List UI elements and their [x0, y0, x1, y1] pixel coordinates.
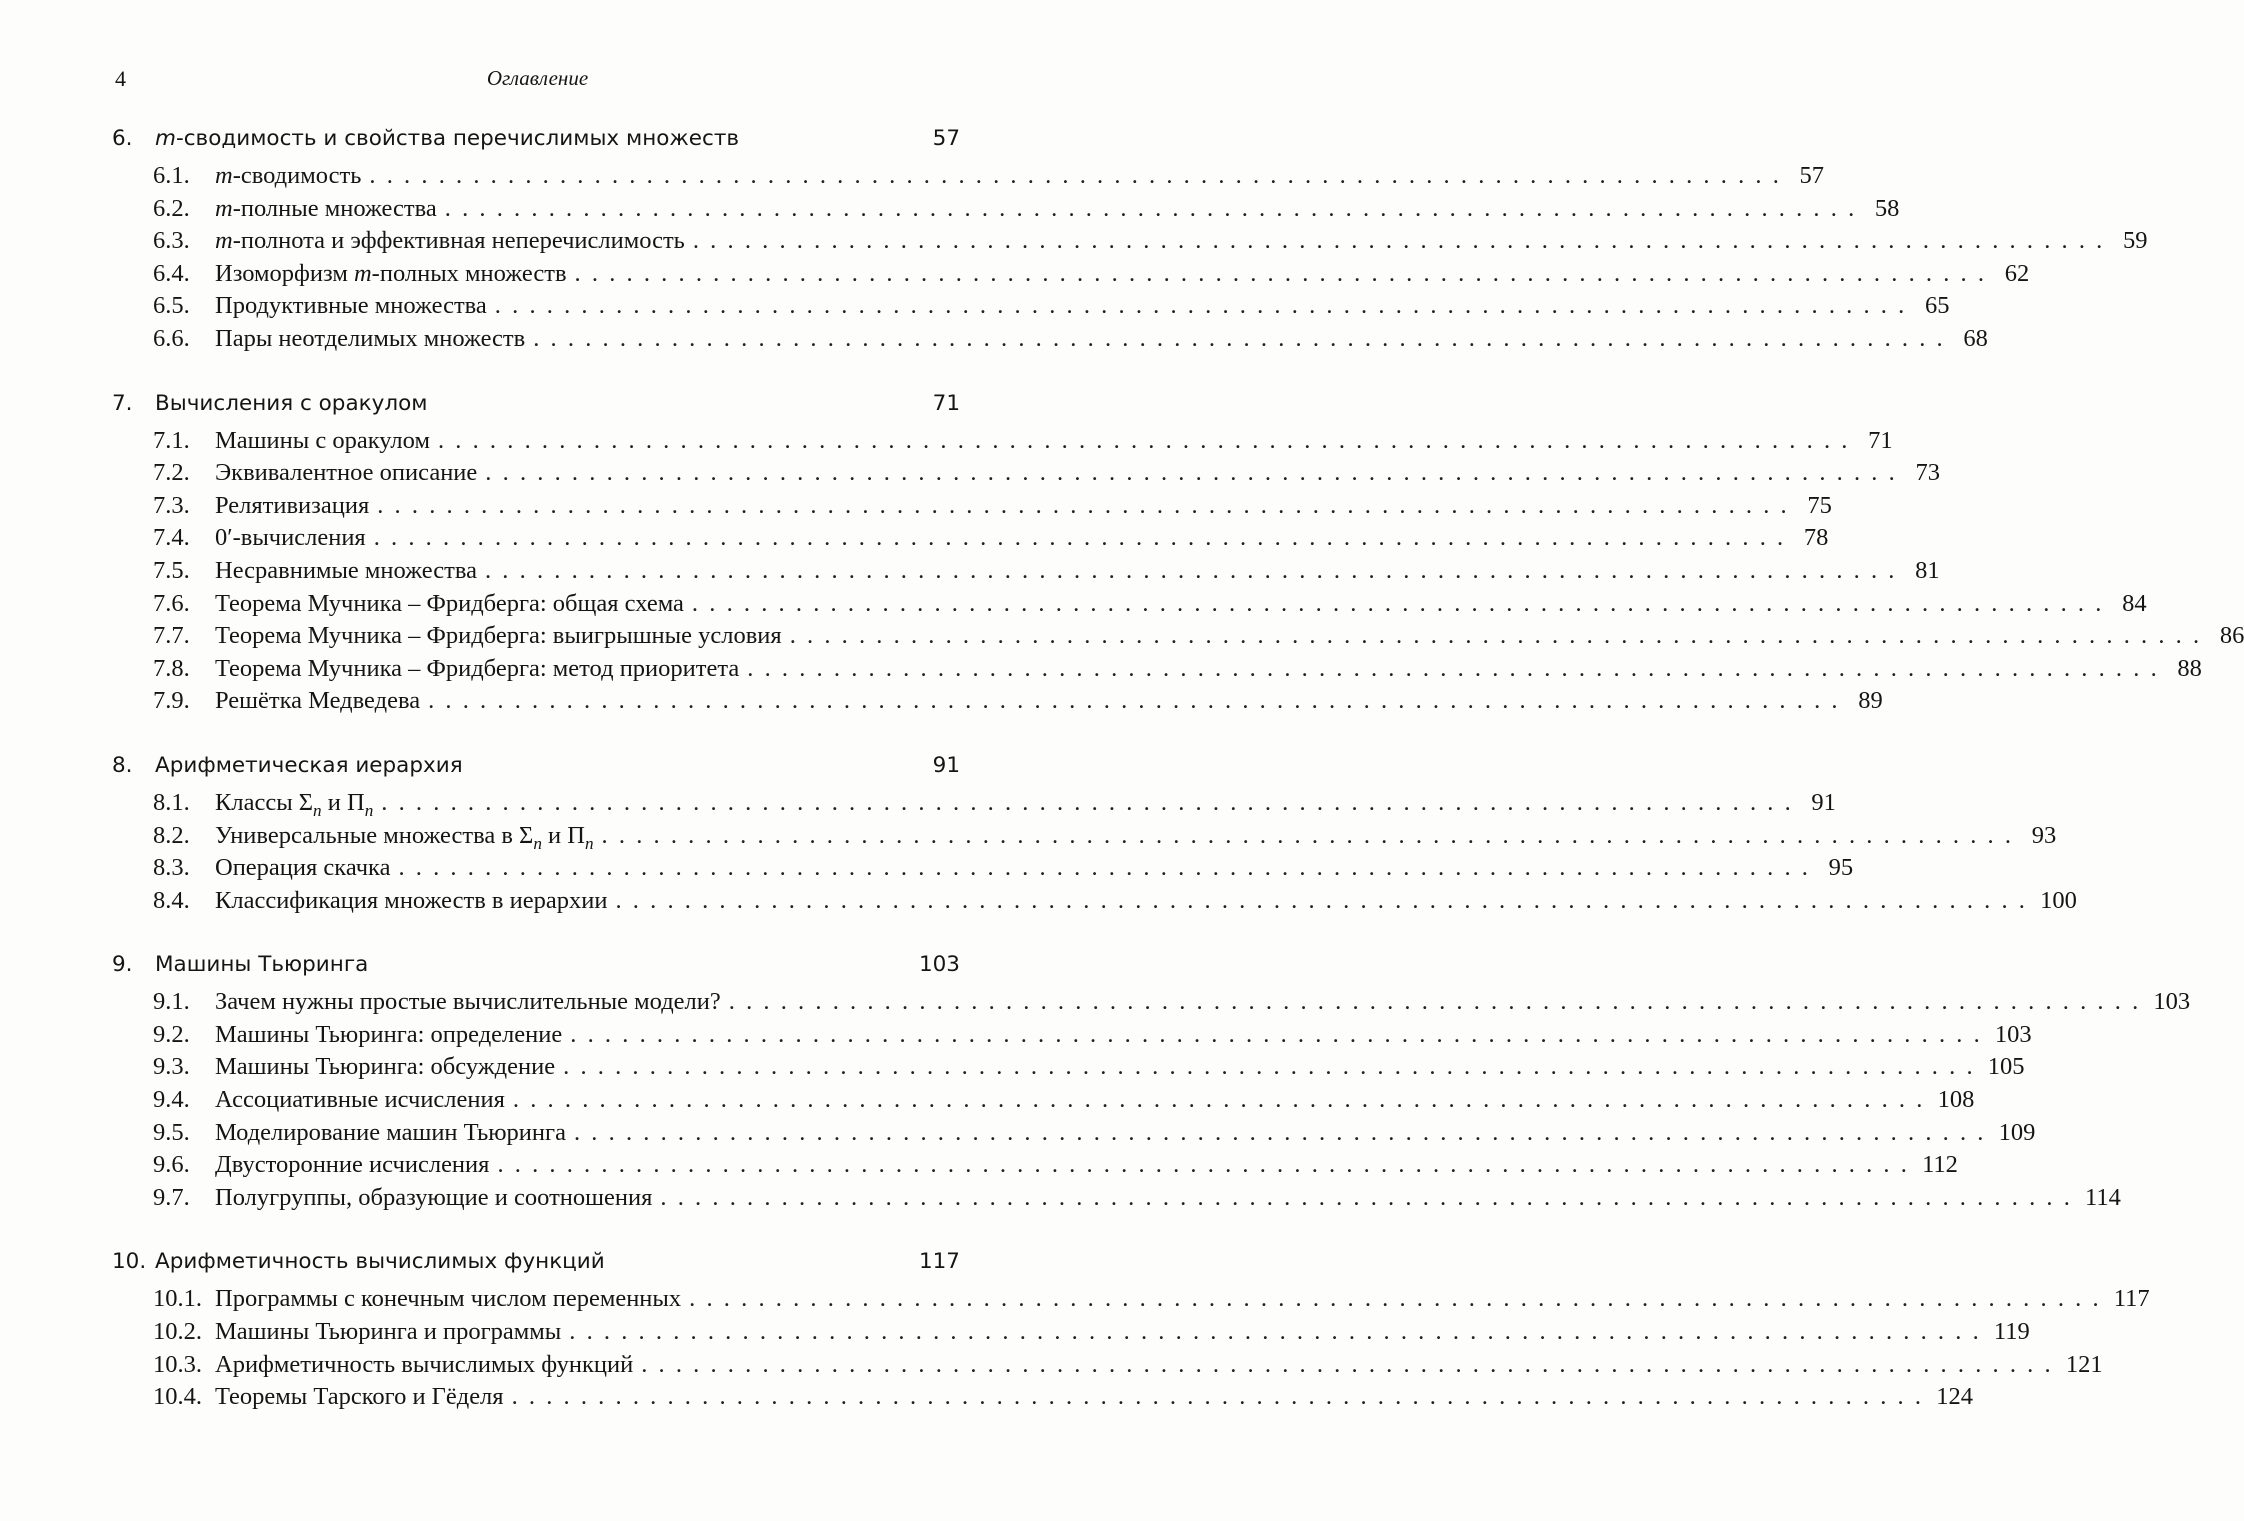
chapter-heading[interactable]: [112, 1242, 960, 1282]
dot-leader: ..................................................................................: [381, 788, 1802, 816]
chapter-number: 8.: [112, 752, 133, 778]
section-number: 7.3.: [153, 491, 190, 519]
toc-chapter: [112, 384, 2244, 718]
dot-leader: ..................................................................................: [691, 589, 2113, 617]
section-number: 6.3.: [153, 227, 190, 255]
section-title: Ассоциативные исчисления: [215, 1086, 505, 1114]
toc-entry[interactable]: [112, 323, 1988, 356]
chapter-page: 57: [932, 126, 960, 151]
section-number: 8.1.: [153, 788, 190, 816]
toc-entry[interactable]: [112, 1019, 2032, 1052]
toc-entry[interactable]: [112, 1381, 1973, 1414]
dot-leader: ..................................................................................: [789, 622, 2211, 650]
toc-entry[interactable]: [112, 1084, 1975, 1117]
section-number: 10.1.: [153, 1285, 202, 1313]
toc-chapter: [112, 945, 2191, 1214]
section-number: 8.4.: [153, 886, 190, 914]
dot-leader: ..................................................................................: [601, 821, 2023, 849]
dot-leader: ..................................................................................: [563, 1053, 1984, 1081]
section-title: Несравнимые множества: [215, 556, 477, 584]
dot-leader: ..................................................................................: [437, 426, 1859, 454]
dot-leader: ..................................................................................: [574, 259, 1996, 287]
section-number: 6.1.: [153, 162, 190, 189]
section-number: 9.7.: [153, 1183, 190, 1211]
toc-entry[interactable]: [112, 685, 1883, 718]
dot-leader: ..................................................................................: [512, 1086, 1934, 1114]
chapter-heading[interactable]: [112, 945, 960, 985]
toc-entry[interactable]: [112, 787, 1836, 820]
chapter-number: 10.: [112, 1249, 147, 1275]
section-number: 7.6.: [153, 589, 190, 617]
section-title: m-полные множества: [215, 194, 437, 222]
section-number: 7.4.: [153, 524, 190, 552]
section-title: Машины Тьюринга и программы: [215, 1318, 562, 1346]
toc-entry[interactable]: [112, 522, 1829, 555]
section-number: 9.3.: [153, 1053, 190, 1081]
toc-entry[interactable]: [112, 1182, 2121, 1215]
chapter-title: Арифметичность вычислимых функций: [155, 1249, 605, 1275]
section-page: 62: [2004, 259, 2030, 287]
section-page: 93: [2031, 821, 2057, 849]
running-title: Оглавление: [486, 66, 589, 90]
section-number: 7.8.: [153, 654, 190, 682]
dot-leader: ..................................................................................: [398, 854, 1820, 882]
section-page: 65: [1924, 292, 1950, 320]
section-page: 119: [1993, 1318, 2030, 1346]
section-page: 95: [1828, 854, 1854, 882]
section-title: Теоремы Тарского и Гёделя: [215, 1383, 504, 1411]
dot-leader: ..................................................................................: [573, 1118, 1995, 1146]
section-number: 10.3.: [153, 1350, 202, 1378]
toc-entry[interactable]: [112, 1149, 1958, 1182]
section-page: 58: [1874, 194, 1900, 222]
section-number: 8.2.: [153, 821, 190, 849]
section-title: Полугруппы, образующие и соотношения: [215, 1183, 653, 1211]
dot-leader: ..................................................................................: [377, 491, 1798, 519]
section-title: Пары неотделимых множеств: [215, 324, 526, 352]
section-page: 68: [1963, 324, 1988, 352]
section-number: 9.5.: [153, 1118, 190, 1146]
toc-chapter: [112, 1242, 2150, 1413]
section-number: 7.9.: [153, 687, 190, 715]
dot-leader: ..................................................................................: [570, 1020, 1991, 1048]
chapter-heading[interactable]: [112, 384, 960, 424]
section-page: 89: [1858, 687, 1883, 715]
section-title: Релятивизация: [215, 491, 370, 519]
section-number: 6.4.: [153, 259, 190, 287]
section-number: 10.4.: [153, 1383, 202, 1411]
chapter-page: 71: [932, 390, 960, 416]
dot-leader: ..................................................................................: [497, 1151, 1919, 1179]
dot-leader: ..................................................................................: [569, 1318, 1990, 1346]
toc-entry[interactable]: [112, 588, 2147, 621]
dot-leader: ..................................................................................: [615, 886, 2037, 914]
section-number: 9.1.: [153, 988, 190, 1016]
toc-entry[interactable]: [112, 820, 2057, 853]
dot-leader: ..................................................................................: [428, 687, 1849, 715]
chapter-heading[interactable]: [112, 119, 960, 159]
page-header: [115, 66, 960, 102]
section-page: 86: [2219, 622, 2244, 650]
dot-leader: ..................................................................................: [373, 524, 1795, 552]
section-title: Продуктивные множества: [215, 292, 487, 320]
chapter-page: 103: [918, 952, 960, 978]
chapter-title: Машины Тьюринга: [155, 952, 369, 978]
section-page: 121: [2065, 1350, 2103, 1378]
dot-leader: ..................................................................................: [689, 1285, 2110, 1313]
section-title: Двусторонние исчисления: [215, 1151, 490, 1179]
dot-leader: ..................................................................................: [485, 459, 1906, 487]
toc-entry[interactable]: [112, 290, 1950, 323]
toc-entry[interactable]: [112, 620, 2244, 653]
section-page: 88: [2177, 654, 2202, 682]
dot-leader: ..................................................................................: [728, 988, 2150, 1016]
section-page: 124: [1936, 1383, 1973, 1411]
toc-entry[interactable]: [112, 258, 2030, 291]
section-title: Машины Тьюринга: обсуждение: [215, 1053, 556, 1081]
section-title: Операция скачка: [215, 854, 391, 882]
toc-entry[interactable]: [112, 160, 1825, 193]
section-number: 7.5.: [153, 556, 190, 584]
section-number: 9.6.: [153, 1151, 190, 1179]
dot-leader: ..................................................................................: [692, 227, 2114, 255]
chapter-page: 91: [932, 752, 960, 778]
toc-entry[interactable]: [112, 986, 2191, 1019]
chapter-title: m-сводимость и свойства перечислимых множеств: [155, 126, 740, 151]
section-title: Классификация множеств в иерархии: [215, 886, 608, 914]
toc-entry[interactable]: [112, 885, 2077, 918]
toc-entry[interactable]: [112, 852, 1854, 885]
section-page: 57: [1799, 162, 1825, 189]
dot-leader: ..................................................................................: [369, 162, 1791, 189]
section-title: Теорема Мучника – Фридберга: метод приоритета: [215, 654, 740, 682]
section-title: m-полнота и эффективная неперечислимость: [215, 227, 685, 255]
section-title: Универсальные множества в $\Sigma_n$ и $\Pi_n$: [215, 821, 594, 853]
toc-entry[interactable]: [112, 1283, 2150, 1316]
chapter-number: 9.: [112, 952, 133, 978]
toc-entry[interactable]: [112, 457, 1940, 490]
dot-leader: ..................................................................................: [444, 194, 1866, 222]
dot-leader: ..................................................................................: [494, 292, 1916, 320]
section-page: 81: [1915, 556, 1940, 584]
section-title: Классы $\Sigma_n$ и $\Pi_n$: [215, 788, 374, 820]
section-title: Программы с конечным числом переменных: [215, 1285, 682, 1313]
toc-chapter: [112, 119, 2148, 356]
section-page: 78: [1803, 524, 1829, 552]
toc-entry[interactable]: [112, 1349, 2103, 1382]
page-number: 4: [115, 66, 126, 91]
section-page: 108: [1937, 1086, 1975, 1114]
dot-leader: ..................................................................................: [747, 654, 2168, 682]
section-title: Теорема Мучника – Фридберга: выигрышные условия: [215, 622, 782, 650]
section-page: 73: [1915, 459, 1940, 487]
section-number: 10.2.: [153, 1318, 202, 1346]
section-number: 7.2.: [153, 459, 190, 487]
section-page: 103: [2153, 988, 2191, 1016]
dot-leader: ..................................................................................: [660, 1183, 2082, 1211]
section-title: Арифметичность вычислимых функций: [215, 1350, 634, 1378]
section-page: 100: [2040, 886, 2077, 914]
section-page: 112: [1922, 1151, 1958, 1179]
chapter-number: 6.: [112, 126, 133, 151]
section-number: 9.4.: [153, 1086, 190, 1114]
section-page: 109: [1998, 1118, 2036, 1146]
section-page: 91: [1811, 788, 1836, 816]
section-number: 7.1.: [153, 426, 190, 454]
section-number: 9.2.: [153, 1020, 190, 1048]
chapter-number: 7.: [112, 390, 133, 416]
toc-entry[interactable]: [112, 490, 1832, 523]
section-page: 103: [1994, 1020, 2032, 1048]
toc-entry[interactable]: [112, 653, 2202, 686]
section-number: 6.6.: [153, 324, 190, 352]
toc-entry[interactable]: [112, 1117, 2036, 1150]
chapter-heading[interactable]: [112, 746, 960, 786]
section-title: Изоморфизм m-полных множеств: [215, 259, 567, 287]
chapter-title: Арифметическая иерархия: [155, 752, 463, 778]
section-page: 84: [2122, 589, 2147, 617]
chapter-page: 117: [918, 1249, 960, 1275]
dot-leader: ..................................................................................: [641, 1350, 2062, 1378]
section-title: Эквивалентное описание: [215, 459, 478, 487]
section-title: Машины с оракулом: [215, 426, 430, 454]
toc-entry[interactable]: [112, 1051, 2025, 1084]
section-page: 71: [1868, 426, 1893, 454]
toc-entry[interactable]: [112, 193, 1900, 226]
section-title: Моделирование машин Тьюринга: [215, 1118, 566, 1146]
section-page: 75: [1807, 491, 1832, 519]
dot-leader: ..................................................................................: [484, 556, 1906, 584]
chapter-title: Вычисления с оракулом: [155, 390, 428, 416]
section-page: 117: [2113, 1285, 2150, 1313]
section-title: Решётка Медведева: [215, 687, 421, 715]
table-of-contents: [112, 119, 2244, 1442]
section-number: 8.3.: [153, 854, 190, 882]
section-title: Машины Тьюринга: определение: [215, 1020, 563, 1048]
toc-entry[interactable]: [112, 555, 1940, 588]
toc-chapter: [112, 746, 2077, 917]
section-number: 6.2.: [153, 194, 190, 222]
toc-entry[interactable]: [112, 225, 2148, 258]
section-title: 0′-вычисления: [215, 524, 366, 552]
section-title: Теорема Мучника – Фридберга: общая схема: [215, 589, 684, 617]
section-page: 114: [2085, 1183, 2121, 1211]
toc-entry[interactable]: [112, 1316, 2030, 1349]
dot-leader: ..................................................................................: [533, 324, 1954, 352]
dot-leader: ..................................................................................: [511, 1383, 1933, 1411]
section-title: m-сводимость: [215, 162, 362, 189]
section-page: 105: [1987, 1053, 2025, 1081]
section-number: 6.5.: [153, 292, 190, 320]
section-page: 59: [2123, 227, 2148, 255]
section-title: Зачем нужны простые вычислительные модели?: [215, 988, 721, 1016]
section-number: 7.7.: [153, 622, 190, 650]
toc-entry[interactable]: [112, 425, 1893, 458]
